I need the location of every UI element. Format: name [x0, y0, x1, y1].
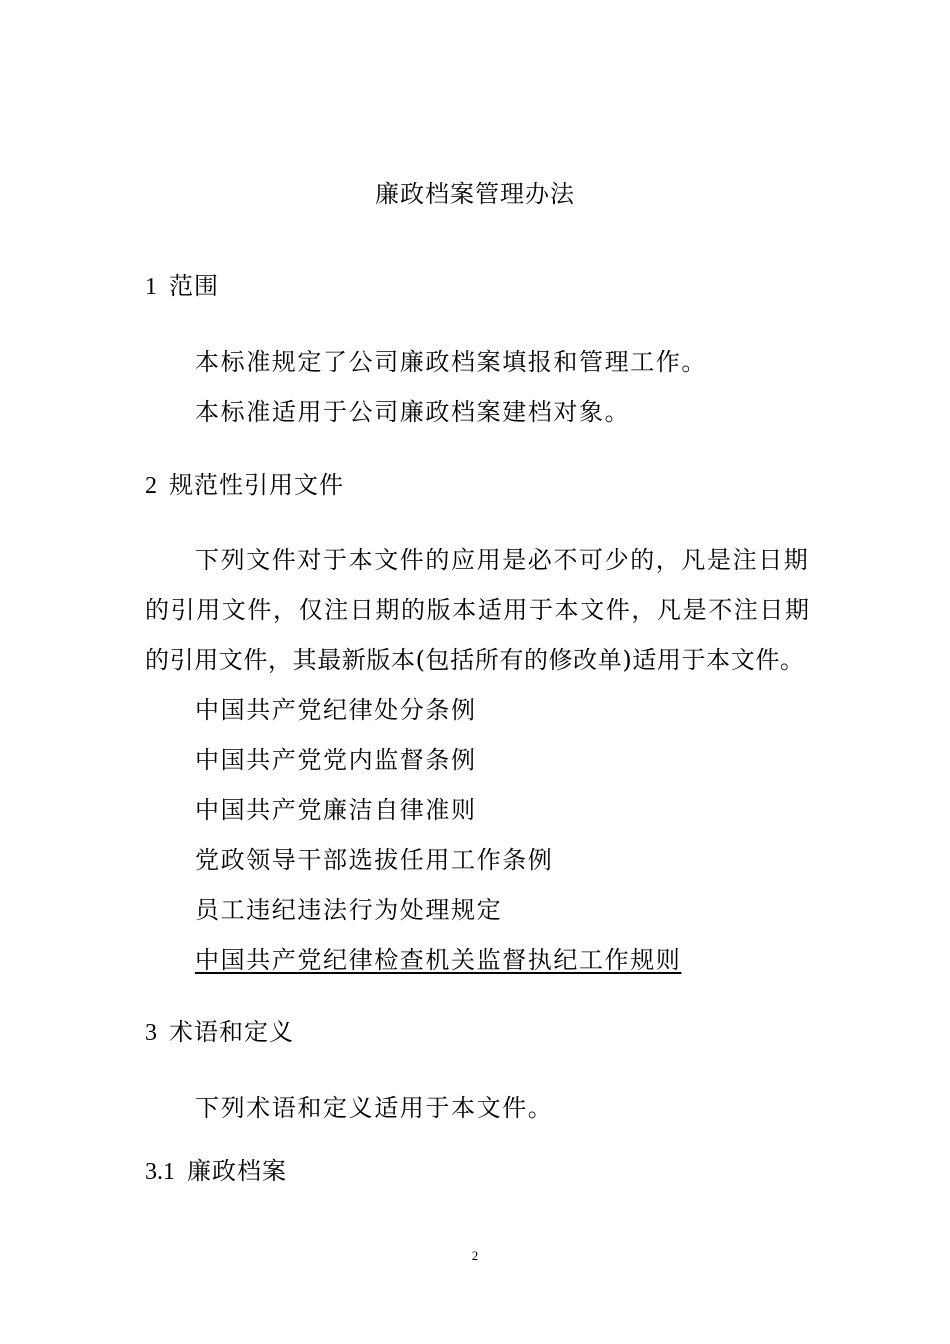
section-number: 1: [145, 274, 157, 300]
page-number: 2: [471, 1248, 479, 1263]
section-title: 廉政档案: [187, 1157, 287, 1185]
section-heading-2: [145, 467, 344, 504]
section-number: 2: [145, 473, 157, 499]
reference-item: 党政领导干部选拔任用工作条例: [195, 846, 554, 874]
reference-item: 中国共产党纪律处分条例: [195, 696, 477, 724]
section-2-intro-line: 的引用文件，其最新版本(包括所有的修改单)适用于本文件。: [145, 646, 805, 674]
document-title: 廉政档案管理办法: [375, 180, 575, 208]
reference-item: 中国共产党廉洁自律准则: [195, 796, 477, 824]
section-1-paragraph: 本标准适用于公司廉政档案建档对象。: [195, 398, 631, 426]
section-number: 3: [145, 1020, 157, 1046]
section-3-paragraph: 下列术语和定义适用于本文件。: [195, 1094, 554, 1122]
section-title: 范围: [169, 272, 219, 300]
section-2-intro-line: 的引用文件，仅注日期的版本适用于本文件，凡是不注日期: [145, 596, 811, 624]
section-heading-3-1: [145, 1153, 287, 1190]
section-title: 规范性引用文件: [169, 471, 344, 499]
section-heading-1: [145, 268, 219, 305]
section-1-paragraph: 本标准规定了公司廉政档案填报和管理工作。: [195, 348, 707, 376]
section-2-intro-line: 下列文件对于本文件的应用是必不可少的，凡是注日期: [195, 546, 810, 574]
section-heading-3: [145, 1014, 294, 1051]
reference-item-link[interactable]: 中国共产党纪律检查机关监督执纪工作规则: [195, 946, 682, 974]
section-number: 3.1: [145, 1159, 175, 1185]
section-title: 术语和定义: [169, 1018, 294, 1046]
reference-item: 中国共产党党内监督条例: [195, 746, 477, 774]
reference-item: 员工违纪违法行为处理规定: [195, 896, 503, 924]
